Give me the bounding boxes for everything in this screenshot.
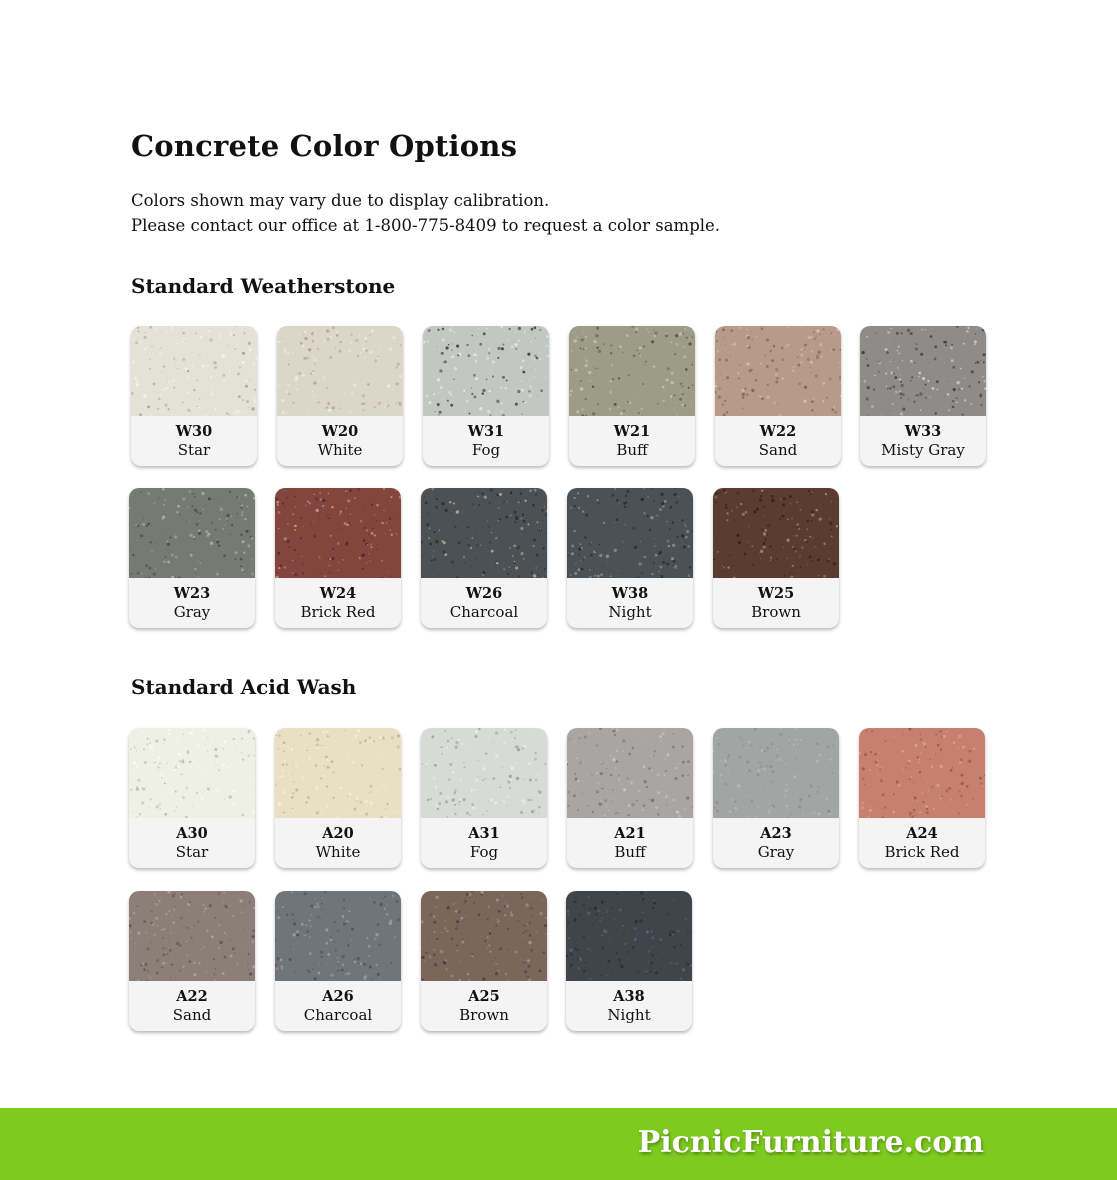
- swatch-texture-image: [131, 326, 257, 416]
- swatch-name: Brown: [459, 1006, 509, 1024]
- swatch-code: A25: [468, 988, 500, 1005]
- color-swatch-w20[interactable]: [277, 326, 403, 466]
- swatch-name: Charcoal: [449, 603, 519, 621]
- swatch-code: A26: [322, 988, 354, 1005]
- swatch-code: W31: [467, 423, 505, 440]
- section-title-acid-wash: Standard Acid Wash: [131, 675, 357, 699]
- swatch-code: W38: [611, 585, 649, 602]
- swatch-code: W20: [321, 423, 359, 440]
- swatch-code: W26: [465, 585, 503, 602]
- swatch-name: Fog: [469, 843, 499, 861]
- swatch-texture-image: [421, 891, 547, 981]
- swatch-texture-image: [421, 728, 547, 818]
- calibration-note: Colors shown may vary due to display calibration.: [131, 191, 550, 210]
- color-swatch-a23[interactable]: [713, 728, 839, 868]
- swatch-code: W30: [175, 423, 213, 440]
- swatch-texture-image: [713, 488, 839, 578]
- swatch-texture-image: [567, 488, 693, 578]
- swatch-code: A38: [613, 988, 645, 1005]
- swatch-texture-image: [566, 891, 692, 981]
- swatch-texture-image: [859, 728, 985, 818]
- color-swatch-a24[interactable]: [859, 728, 985, 868]
- swatch-code: W33: [904, 423, 942, 440]
- swatch-code: W23: [173, 585, 211, 602]
- swatch-name: Night: [607, 1006, 651, 1024]
- swatch-name: Sand: [172, 1006, 212, 1024]
- color-swatch-a30[interactable]: [129, 728, 255, 868]
- color-swatch-w22[interactable]: [715, 326, 841, 466]
- contact-note: Please contact our office at 1-800-775-8409 to request a color sample.: [131, 216, 721, 235]
- swatch-texture-image: [129, 728, 255, 818]
- page-title: Concrete Color Options: [131, 129, 518, 163]
- swatch-name: Charcoal: [303, 1006, 373, 1024]
- swatch-texture-image: [129, 891, 255, 981]
- swatch-name: Star: [177, 441, 211, 459]
- color-swatch-a38[interactable]: [566, 891, 692, 1031]
- swatch-code: A21: [614, 825, 646, 842]
- swatch-code: A30: [176, 825, 208, 842]
- intro-text: [131, 188, 720, 238]
- swatch-texture-image: [275, 891, 401, 981]
- swatch-texture-image: [129, 488, 255, 578]
- color-swatch-a25[interactable]: [421, 891, 547, 1031]
- swatch-texture-image: [421, 488, 547, 578]
- swatch-texture-image: [713, 728, 839, 818]
- swatch-code: W24: [319, 585, 357, 602]
- swatch-texture-image: [569, 326, 695, 416]
- color-swatch-a20[interactable]: [275, 728, 401, 868]
- swatch-code: A23: [760, 825, 792, 842]
- swatch-name: White: [317, 441, 363, 459]
- swatch-texture-image: [275, 488, 401, 578]
- swatch-name: Star: [175, 843, 209, 861]
- swatch-code: W22: [759, 423, 797, 440]
- swatch-texture-image: [715, 326, 841, 416]
- color-swatch-w31[interactable]: [423, 326, 549, 466]
- color-swatch-w25[interactable]: [713, 488, 839, 628]
- swatch-texture-image: [277, 326, 403, 416]
- color-swatch-w21[interactable]: [569, 326, 695, 466]
- swatch-code: A20: [322, 825, 354, 842]
- swatch-name: Brick Red: [300, 603, 376, 621]
- color-swatch-a26[interactable]: [275, 891, 401, 1031]
- swatch-texture-image: [567, 728, 693, 818]
- section-title-weatherstone: Standard Weatherstone: [131, 274, 396, 298]
- swatch-texture-image: [423, 326, 549, 416]
- color-swatch-w33[interactable]: [860, 326, 986, 466]
- swatch-name: Buff: [614, 843, 646, 861]
- color-swatch-w23[interactable]: [129, 488, 255, 628]
- color-swatch-a21[interactable]: [567, 728, 693, 868]
- color-swatch-a31[interactable]: [421, 728, 547, 868]
- swatch-name: Misty Gray: [881, 441, 965, 459]
- swatch-name: Buff: [616, 441, 648, 459]
- color-swatch-w30[interactable]: [131, 326, 257, 466]
- swatch-code: A24: [906, 825, 938, 842]
- swatch-code: A22: [176, 988, 208, 1005]
- swatch-name: Night: [608, 603, 652, 621]
- color-swatch-a22[interactable]: [129, 891, 255, 1031]
- color-swatch-w38[interactable]: [567, 488, 693, 628]
- swatch-code: A31: [468, 825, 500, 842]
- swatch-name: Sand: [758, 441, 798, 459]
- swatch-code: W21: [613, 423, 651, 440]
- swatch-texture-image: [860, 326, 986, 416]
- swatch-name: Gray: [757, 843, 795, 861]
- swatch-texture-image: [275, 728, 401, 818]
- swatch-name: Gray: [173, 603, 211, 621]
- color-swatch-w26[interactable]: [421, 488, 547, 628]
- swatch-code: W25: [757, 585, 795, 602]
- swatch-name: Fog: [471, 441, 501, 459]
- color-swatch-w24[interactable]: [275, 488, 401, 628]
- brand-logo-text[interactable]: PicnicFurniture.com: [637, 1125, 984, 1160]
- swatch-name: Brick Red: [884, 843, 960, 861]
- swatch-name: White: [315, 843, 361, 861]
- swatch-name: Brown: [751, 603, 801, 621]
- footer-bar: [0, 1108, 1117, 1180]
